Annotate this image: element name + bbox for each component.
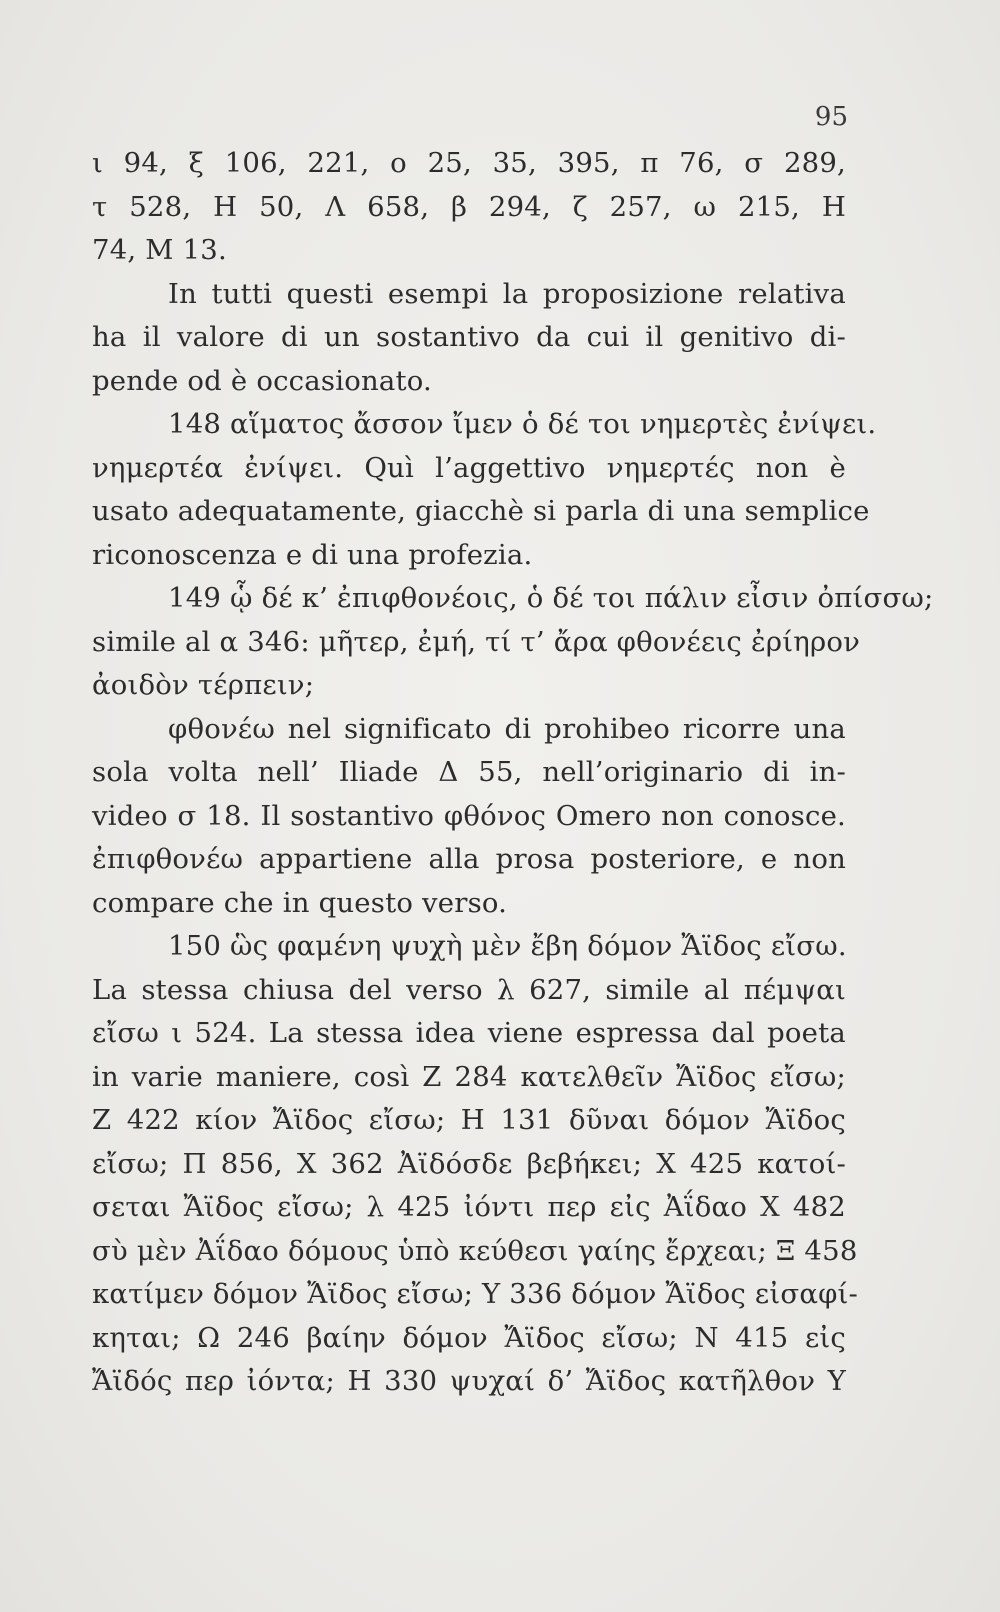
text-line: κηται; Ω 246 βαίην δόμον Ἄϊδος εἴσω; Ν 415 εἰς	[92, 1321, 846, 1354]
text-line: sola volta nell’ Iliade Δ 55, nell’originario di in-	[92, 756, 846, 788]
page-number: 95	[814, 102, 848, 132]
text-line: Ζ 422 κίον Ἄϊδος εἴσω; Η 131 δῦναι δόμον Ἄϊδος	[92, 1104, 846, 1136]
text-line: ι 94, ξ 106, 221, ο 25, 35, 395, π 76, σ 289,	[92, 147, 846, 179]
text-line: 150 ὣς φαμένη ψυχὴ μὲν ἔβη δόμον Ἄϊδος εἴσω.	[168, 930, 847, 962]
text-line: 148 αἵματος ἄσσον ἴμεν ὁ δέ τοι νημερτὲς ἐνίψει.	[168, 408, 877, 440]
text-line: ἐπιφθονέω appartiene alla prosa posteriore, e non	[92, 843, 846, 875]
text-line: ἀοιδὸν τέρπειν;	[92, 669, 315, 701]
text-line: 149 ᾧ δέ κ’ ἐπιφθονέοις, ὁ δέ τοι πάλιν εἶσιν ὀπίσσω;	[168, 582, 934, 614]
body-text	[92, 142, 934, 1404]
text-line: pende od è occasionato.	[92, 364, 432, 397]
text-line: εἴσω; Π 856, Χ 362 Ἀϊδόσδε βεβήκει; Χ 425 κατοί-	[92, 1147, 846, 1180]
text-line: In tutti questi esempi la proposizione relativa	[168, 277, 846, 310]
text-line: simile al α 346: μῆτερ, ἐμή, τί τ’ ἄρα φθονέεις ἐρίηρον	[92, 625, 860, 658]
text-line: τ 528, Η 50, Λ 658, β 294, ζ 257, ω 215, Η	[92, 190, 846, 223]
text-line: 74, Μ 13.	[92, 234, 227, 266]
text-line: ha il valore di un sostantivo da cui il genitivo di-	[92, 321, 846, 353]
text-line: in varie maniere, così Ζ 284 κατελθεῖν Ἄϊδος εἴσω;	[92, 1060, 846, 1093]
text-line: video σ 18. Il sostantivo φθόνος Omero non conosce.	[92, 799, 846, 832]
text-line: νημερτέα ἐνίψει. Quì l’aggettivo νημερτές non è	[92, 451, 846, 484]
text-line: σεται Ἄϊδος εἴσω; λ 425 ἰόντι περ εἰς Ἀΐδαο Χ 482	[92, 1191, 846, 1223]
text-line: Ἄϊδός περ ἰόντα; Η 330 ψυχαί δ’ Ἄϊδος κατῆλθον Υ	[92, 1365, 846, 1397]
text-line: φθονέω nel significato di prohibeo ricorre una	[168, 712, 846, 745]
text-line: compare che in questo verso.	[92, 886, 508, 919]
text-line: La stessa chiusa del verso λ 627, simile al πέμψαι	[92, 973, 846, 1006]
text-line: riconoscenza e di una profezia.	[92, 538, 533, 571]
text-line: usato adequatamente, giacchè si parla di una semplice	[92, 495, 870, 527]
text-line: σὺ μὲν Ἀΐδαο δόμους ὑπὸ κεύθεσι γαίης ἔρχεαι; Ξ 458	[92, 1234, 858, 1267]
text-line: εἴσω ι 524. La stessa idea viene espressa dal poeta	[92, 1017, 846, 1049]
text-line: κατίμεν δόμον Ἄϊδος εἴσω; Υ 336 δόμον Ἄϊδος εἰσαφί-	[92, 1278, 859, 1310]
